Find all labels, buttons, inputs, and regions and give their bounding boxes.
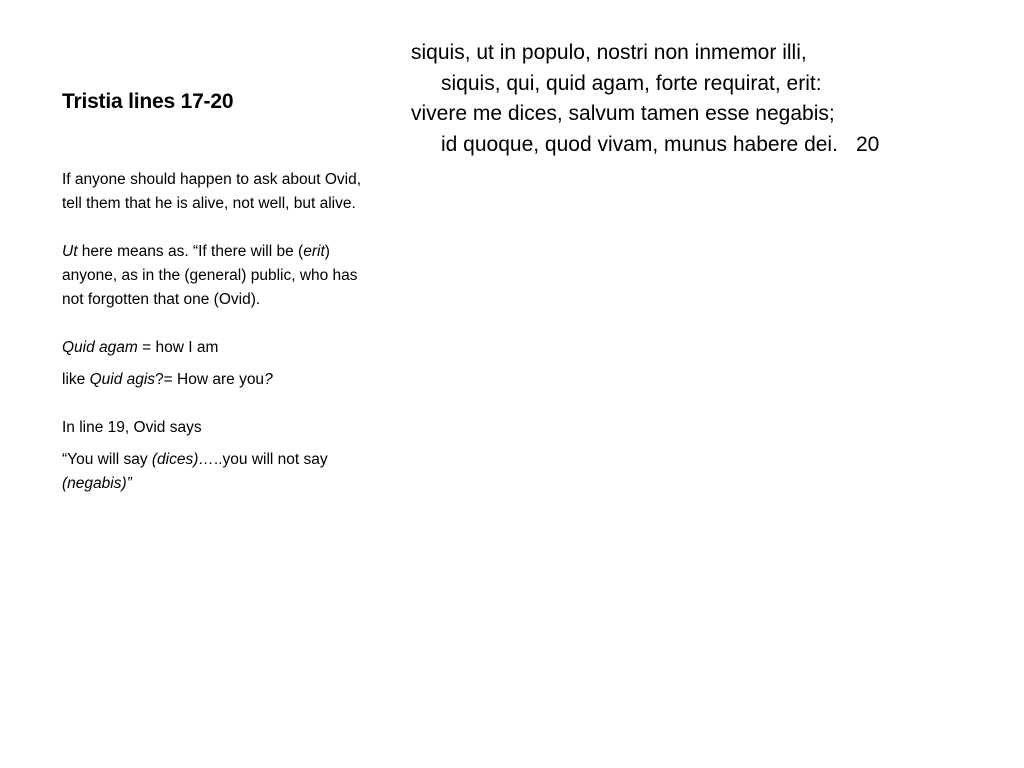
note-paragraph-quid-agis	[62, 368, 382, 392]
note-quid-agis-question: ?	[264, 371, 273, 388]
note-paragraph-summary: If anyone should happen to ask about Ovid, tell them that he is alive, not well, but alive.	[62, 171, 362, 212]
note-dices-text-1: “You will say	[62, 451, 152, 468]
note-dices-term: (dices)…	[151, 451, 214, 468]
note-dices-text-2: ..you will not say	[213, 451, 328, 468]
note-ut-term: Ut	[62, 243, 78, 260]
note-ut-text-1: here means as. “If there will be (	[77, 243, 304, 260]
note-ut-text-2: ) anyone, as in the (general) public, who has not forgotten that one (Ovid).	[62, 243, 358, 308]
commentary-notes	[62, 168, 382, 496]
note-erit-term: erit	[303, 243, 325, 260]
note-paragraph-dices	[62, 448, 382, 496]
poem-line-20-text: id quoque, quod vivam, munus habere dei.	[441, 132, 838, 156]
poem-line-20	[411, 130, 971, 161]
poem-line-17: siquis, ut in populo, nostri non inmemor illi,	[411, 41, 807, 64]
note-quid-agam-term: Quid agam	[62, 339, 138, 356]
poem-line-18: siquis, qui, quid agam, forte requirat, erit:	[441, 71, 822, 95]
latin-poem	[411, 38, 971, 160]
note-quid-agis-term: Quid agis	[89, 371, 156, 388]
note-quid-agis-text-2: ?= How are you	[155, 371, 265, 388]
note-quid-agam-text: = how I am	[137, 339, 219, 356]
slide-title: Tristia lines 17-20	[62, 90, 234, 113]
poem-line-19: vivere me dices, salvum tamen esse negabis;	[411, 102, 835, 125]
poem-line-number: 20	[855, 132, 880, 156]
note-quid-agis-text-1: like	[62, 371, 90, 388]
note-paragraph-ut	[62, 240, 382, 312]
note-paragraph-quid-agam	[62, 336, 382, 360]
note-negabis-term: (negabis)”	[62, 475, 132, 492]
note-paragraph-line-19: In line 19, Ovid says	[62, 419, 202, 436]
